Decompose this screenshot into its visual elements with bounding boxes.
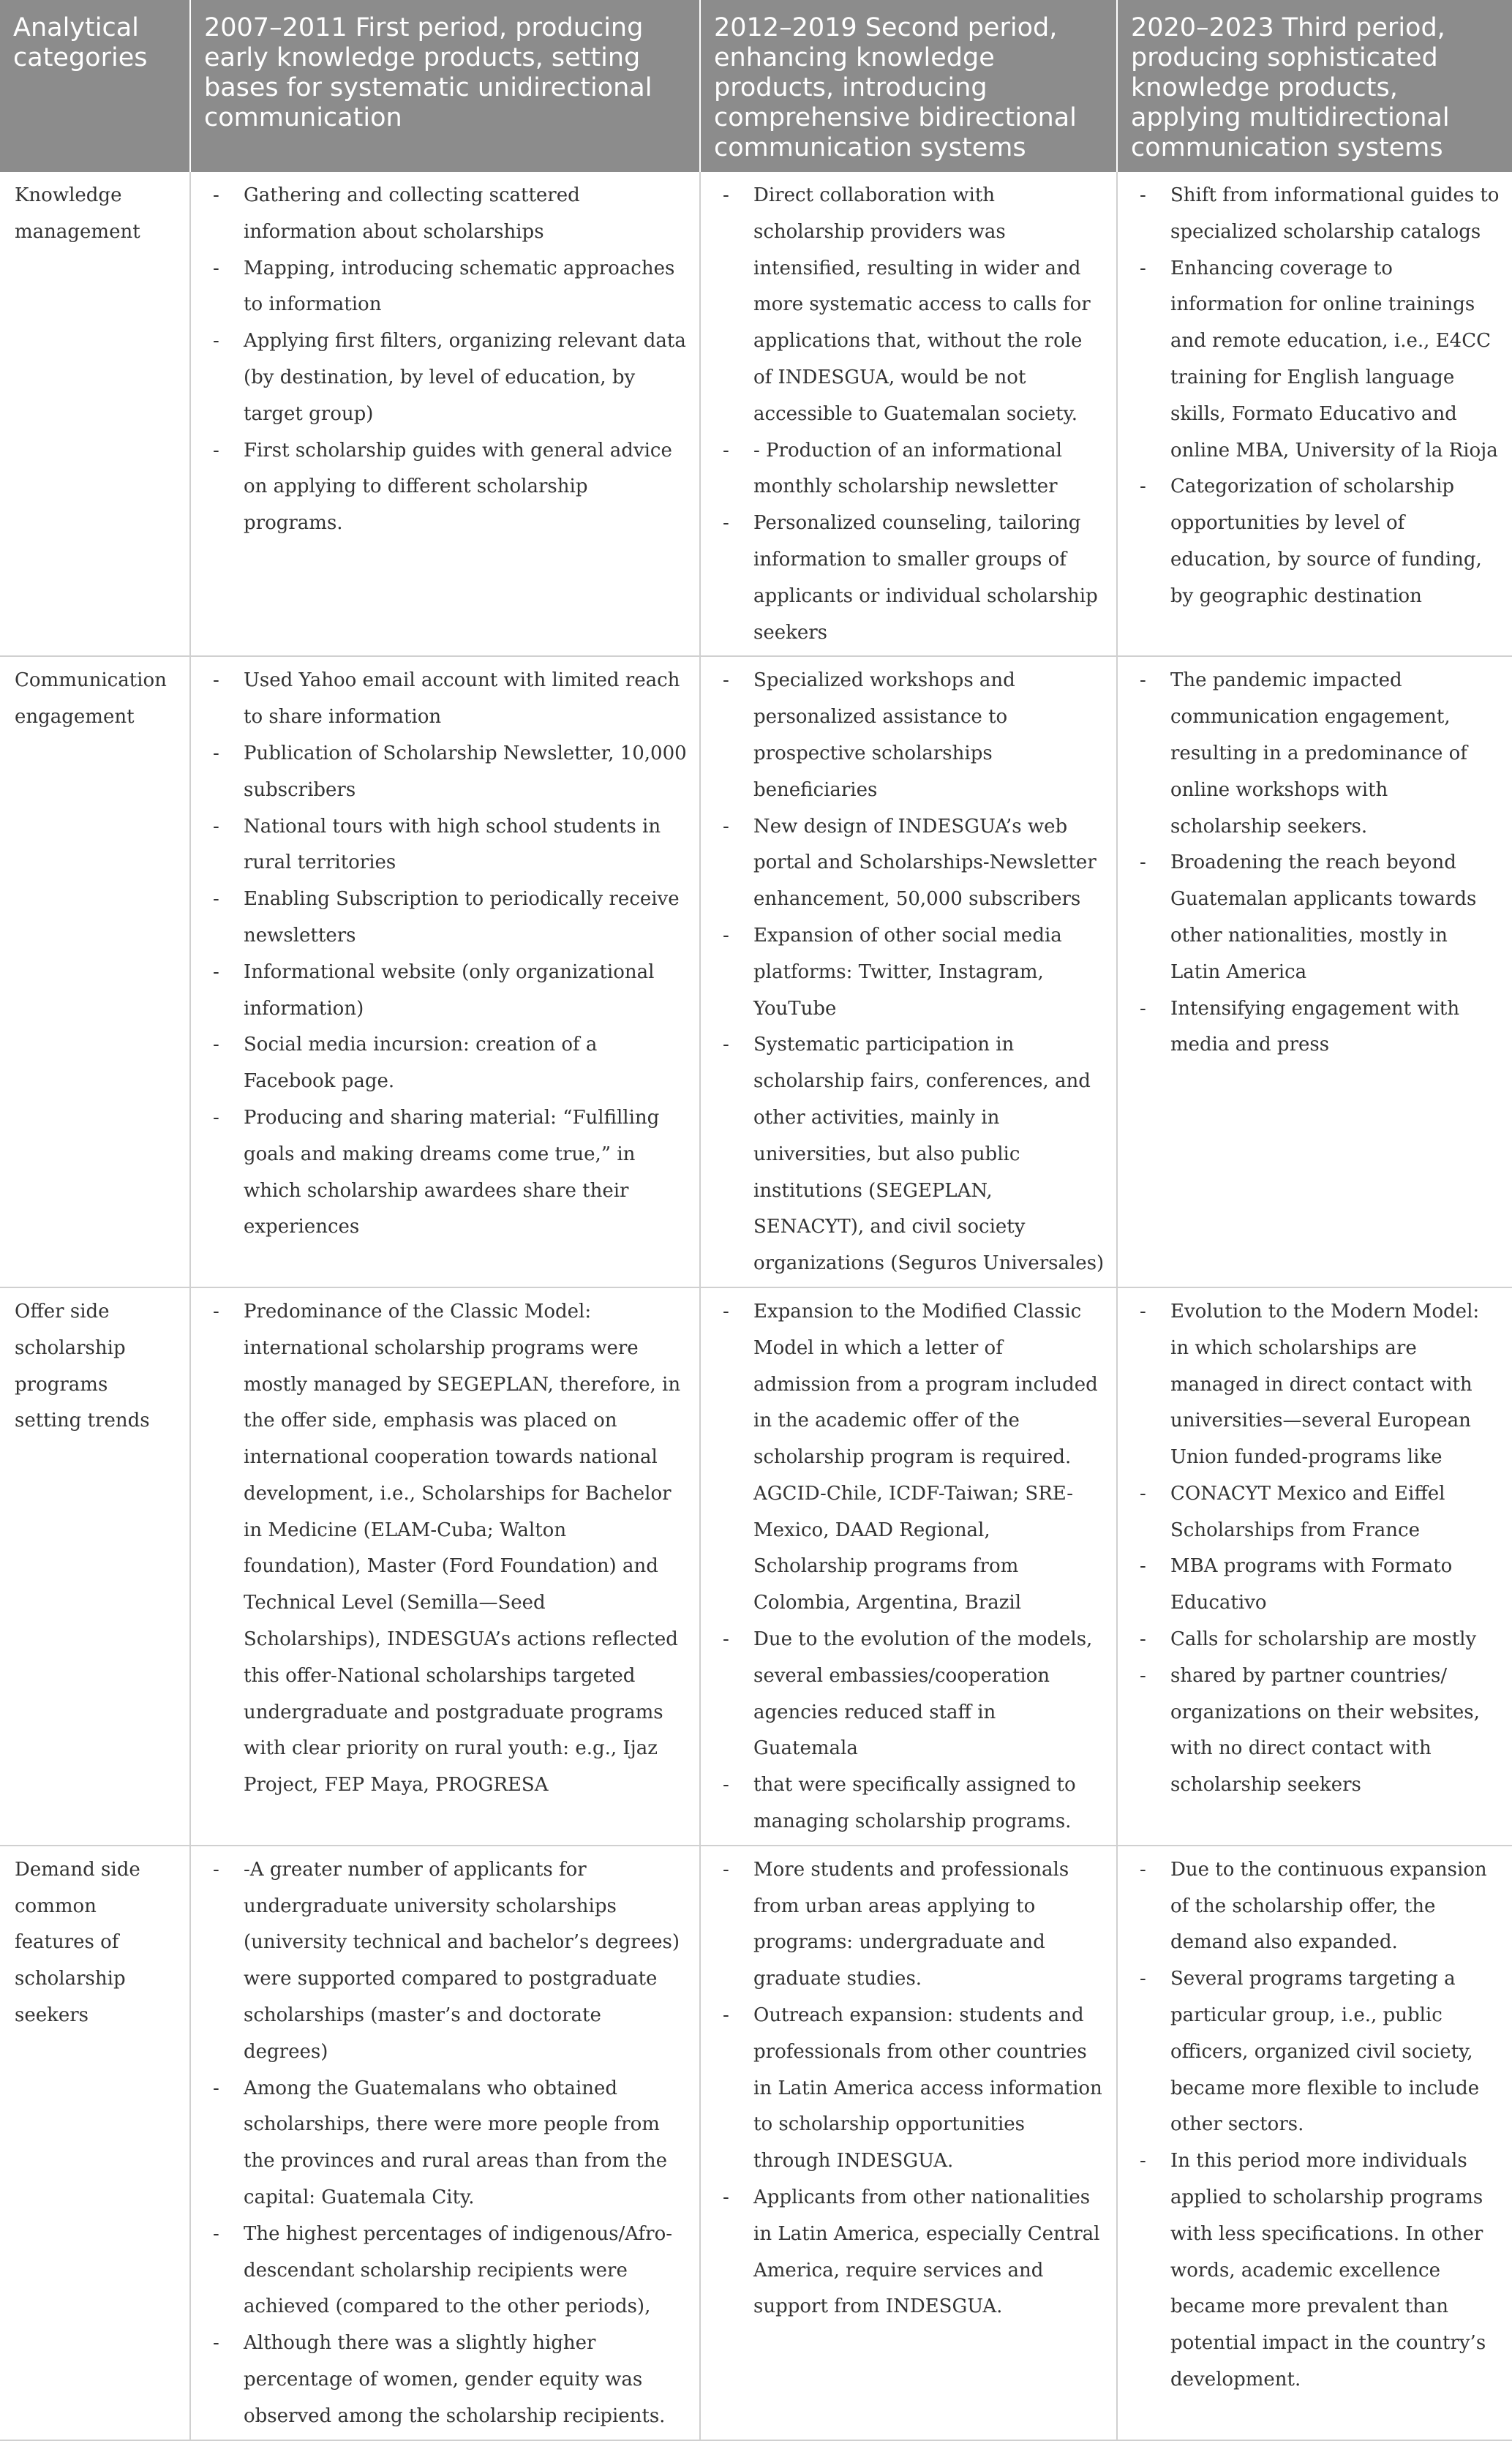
list-item: - Expansion of other social media platforms: Twitter, Instagram, YouTube [714, 918, 1105, 1027]
list-item: - - Production of an informational monthly scholarship newsletter [714, 433, 1105, 506]
period-cell-p2 [700, 656, 1117, 1287]
table-row [0, 1846, 1512, 2440]
period-cell-p1 [190, 172, 700, 656]
list-item: - Producing and sharing material: “Fulfilling goals and making dreams come true,” in which scholarship awardees share their experiences [204, 1100, 688, 1246]
bullet-list [714, 178, 1105, 651]
bullet-list [204, 1294, 688, 1804]
list-item: - The highest percentages of indigenous/Afro-descendant scholarship recipients were achieved (compared to the other periods), [204, 2216, 688, 2325]
bullet-list [204, 178, 688, 542]
period-cell-p1 [190, 1846, 700, 2440]
period-cell-p1 [190, 656, 700, 1287]
list-item: - MBA programs with Formato Educativo [1131, 1549, 1500, 1622]
list-item: - shared by partner countries/ organizations on their websites, with no direct contact with scholarship seekers [1131, 1658, 1500, 1804]
list-item: - Shift from informational guides to specialized scholarship catalogs [1131, 178, 1500, 251]
header-second-period: 2012–2019 Second period, enhancing knowledge products, introducing comprehensive bidirectional communication systems [700, 0, 1117, 172]
table-header [0, 0, 1512, 172]
list-item: - Used Yahoo email account with limited reach to share information [204, 663, 688, 736]
list-item: - Specialized workshops and personalized assistance to prospective scholarships beneficiaries [714, 663, 1105, 808]
bullet-list [714, 1852, 1105, 2325]
list-item: - Enhancing coverage to information for online trainings and remote education, i.e., E4CC training for English language skills, Formato Educativo and online MBA, University of la Rioja [1131, 251, 1500, 470]
header-first-period: 2007–2011 First period, producing early knowledge products, setting bases for systematic unidirectional communication [190, 0, 700, 172]
period-cell-p3 [1117, 1846, 1512, 2440]
bullet-list [204, 663, 688, 1246]
period-cell-p3 [1117, 656, 1512, 1287]
list-item: - New design of INDESGUA’s web portal and Scholarships-Newsletter enhancement, 50,000 subscribers [714, 809, 1105, 918]
period-cell-p3 [1117, 1287, 1512, 1846]
bullet-list [1131, 1852, 1500, 2399]
list-item: - Mapping, introducing schematic approaches to information [204, 251, 688, 324]
list-item: - Although there was a slightly higher percentage of women, gender equity was observed among the scholarship recipients. [204, 2325, 688, 2434]
bullet-list [1131, 1294, 1500, 1804]
bullet-list [714, 663, 1105, 1282]
list-item: - The pandemic impacted communication engagement, resulting in a predominance of online workshops with scholarship seekers. [1131, 663, 1500, 845]
list-item: - Among the Guatemalans who obtained scholarships, there were more people from the provinces and rural areas than from the capital: Guatemala City. [204, 2071, 688, 2216]
list-item: - Due to the evolution of the models, several embassies/cooperation agencies reduced staff in Guatemala [714, 1622, 1105, 1767]
list-item: - Outreach expansion: students and professionals from other countries in Latin America access information to scholarship opportunities through INDESGUA. [714, 1998, 1105, 2180]
bullet-list [1131, 663, 1500, 1064]
list-item: - Categorization of scholarship opportunities by level of education, by source of funding, by geographic destination [1131, 469, 1500, 614]
table-row [0, 1287, 1512, 1846]
bullet-list [204, 1852, 688, 2435]
table-row [0, 656, 1512, 1287]
list-item: - Gathering and collecting scattered information about scholarships [204, 178, 688, 251]
header-third-period: 2020–2023 Third period, producing sophisticated knowledge products, applying multidirectional communication systems [1117, 0, 1512, 172]
list-item: - National tours with high school students in rural territories [204, 809, 688, 882]
list-item: - Broadening the reach beyond Guatemalan applicants towards other nationalities, mostly in Latin America [1131, 845, 1500, 990]
list-item: - Direct collaboration with scholarship providers was intensified, resulting in wider and more systematic access to calls for applications that, without the role of INDESGUA, would be not accessible to Guatemalan society. [714, 178, 1105, 433]
list-item: - Informational website (only organizational information) [204, 955, 688, 1028]
period-cell-p2 [700, 1846, 1117, 2440]
list-item: - In this period more individuals applied to scholarship programs with less specifications. In other words, academic excellence became more prevalent than potential impact in the country’s development. [1131, 2143, 1500, 2399]
table-body [0, 172, 1512, 2440]
list-item: - -A greater number of applicants for undergraduate university scholarships (university technical and bachelor’s degrees) were supported compared to postgraduate scholarships (master’s and doctorate degrees) [204, 1852, 688, 2071]
list-item: - Intensifying engagement with media and press [1131, 991, 1500, 1064]
list-item: - CONACYT Mexico and Eiffel Scholarships from France [1131, 1476, 1500, 1549]
period-cell-p2 [700, 172, 1117, 656]
list-item: - Applying first filters, organizing relevant data (by destination, by level of education, by target group) [204, 323, 688, 432]
list-item: - Applicants from other nationalities in Latin America, especially Central America, require services and support from INDESGUA. [714, 2180, 1105, 2325]
list-item: - First scholarship guides with general advice on applying to different scholarship programs. [204, 433, 688, 542]
header-row [0, 0, 1512, 172]
list-item: - that were specifically assigned to managing scholarship programs. [714, 1767, 1105, 1840]
list-item: - Calls for scholarship are mostly [1131, 1622, 1500, 1658]
list-item: - Several programs targeting a particular group, i.e., public officers, organized civil society, became more flexible to include other sectors. [1131, 1961, 1500, 2143]
header-analytical-categories: Analytical categories [0, 0, 190, 172]
list-item: - Due to the continuous expansion of the scholarship offer, the demand also expanded. [1131, 1852, 1500, 1961]
list-item: - Social media incursion: creation of a Facebook page. [204, 1027, 688, 1100]
bullet-list [714, 1294, 1105, 1840]
list-item: - Predominance of the Classic Model: international scholarship programs were mostly managed by SEGEPLAN, therefore, in the offer side, emphasis was placed on international cooperation towards national development, i.e., Scholarships for Bachelor in Medicine (ELAM-Cuba; Walton foundation), Master (Ford Foundation) and Technical Level (Semilla—Seed Scholarships), INDESGUA’s actions reflected this offer-National scholarships targeted undergraduate and postgraduate programs with clear priority on rural youth: e.g., Ijaz Project, FEP Maya, PROGRESA [204, 1294, 688, 1804]
list-item: - More students and professionals from urban areas applying to programs: undergraduate and graduate studies. [714, 1852, 1105, 1998]
period-cell-p2 [700, 1287, 1117, 1846]
period-cell-p3 [1117, 172, 1512, 656]
list-item: - Enabling Subscription to periodically receive newsletters [204, 881, 688, 955]
category-cell: Offer side scholarship programs setting trends [0, 1287, 190, 1846]
table-row [0, 172, 1512, 656]
list-item: - Publication of Scholarship Newsletter, 10,000 subscribers [204, 736, 688, 809]
list-item: - Personalized counseling, tailoring information to smaller groups of applicants or individual scholarship seekers [714, 505, 1105, 651]
list-item: - Expansion to the Modified Classic Model in which a letter of admission from a program included in the academic offer of the scholarship program is required. AGCID-Chile, ICDF-Taiwan; SRE-Mexico, DAAD Regional, Scholarship programs from Colombia, Argentina, Brazil [714, 1294, 1105, 1622]
bullet-list [1131, 178, 1500, 615]
category-cell: Communication engagement [0, 656, 190, 1287]
list-item: - Systematic participation in scholarship fairs, conferences, and other activities, mainly in universities, but also public institutions (SEGEPLAN, SENACYT), and civil society organizations (Seguros Universales) [714, 1027, 1105, 1282]
period-cell-p1 [190, 1287, 700, 1846]
category-cell: Knowledge management [0, 172, 190, 656]
category-cell: Demand side common features of scholarship seekers [0, 1846, 190, 2440]
list-item: - Evolution to the Modern Model: in which scholarships are managed in direct contact with universities—several European Union funded-programs like [1131, 1294, 1500, 1476]
